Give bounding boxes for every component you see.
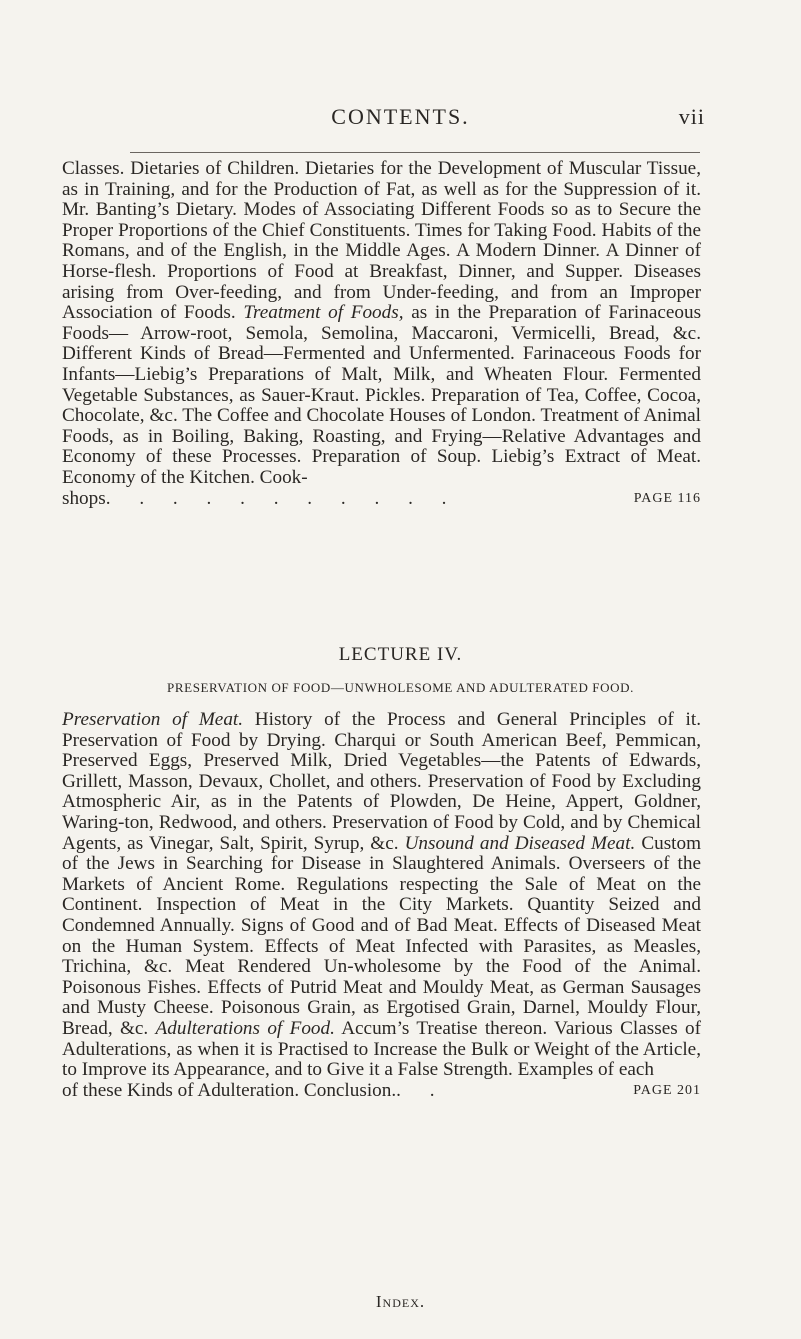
leader-dots: . .: [396, 1079, 447, 1101]
contents-entry-lecture-4: [62, 710, 701, 1101]
header-rule: [130, 152, 700, 153]
entry-italic-heading: Treatment of Foods,: [243, 302, 404, 324]
entry-last-line: [62, 1081, 701, 1102]
entry-text: Classes. Dietaries of Children. Dietaries for the Development of Muscular Tissue, as in Training, and for the Production of Fat, as well as for the Suppression of it. Mr. Banting’s Dietary. Modes of Associating Different Foods so as to Secure the Proper Proportions of the Chief Constituents. Times for Taking Food. Habits of the Romans, and of the English, in the Middle Ages. A Modern Dinner. A Dinner of Horse-flesh. Proportions of Food at Breakfast, Dinner, and Supper. Diseases arising from Over-feeding, and from Under-feeding, and from an Improper Association of Foods.: [62, 158, 701, 324]
entry-italic-heading: Unsound and Diseased Meat.: [404, 832, 636, 854]
index-entry: Index.: [375, 1292, 426, 1311]
entry-text: Custom of the Jews in Searching for Disease in Slaughtered Animals. Overseers of the Markets of Ancient Rome. Regulations respecting the Sale of Meat on the Continent. Inspection of Meat in the City Markets. Quantity Seized and Condemned Annually. Signs of Good and of Bad Meat. Effects of Diseased Meat on the Human System. Effects of Meat Infected with Parasites, as Measles, Trichina, &c. Meat Rendered Un-wholesome by the Food of the Animal. Poisonous Fishes. Effects of Putrid Meat and Mouldy Meat, as German Sausages and Musty Cheese. Poisonous Grain, as Ergotised Grain, Darnel, Mouldy Flour, Bread, &c.: [62, 832, 702, 1039]
running-title: CONTENTS.: [331, 104, 470, 129]
leader-dots: . . . . . . . . . . .: [105, 487, 459, 509]
entry-italic-heading: Preservation of Meat.: [62, 709, 244, 730]
entry-text: Accum’s Treatise thereon. Various Classes of Adulterations, as when it is Practised to Increase the Bulk or Weight of the Article, to Improve its Appearance, and to Give it a False Strength. Examples of each: [62, 1017, 701, 1081]
entry-last-line: [62, 489, 701, 510]
page-reference: PAGE 116: [633, 490, 701, 506]
entry-last-words: of these Kinds of Adulteration. Conclusion.: [62, 1079, 397, 1101]
entry-italic-heading: Adulterations of Food.: [155, 1017, 335, 1039]
page-number: vii: [678, 104, 705, 129]
page-reference: PAGE 201: [633, 1082, 701, 1098]
entry-text: History of the Process and General Principles of it. Preservation of Food by Drying. Charqui or South American Beef, Pemmican, Preserved Eggs, Preserved Milk, Dried Vegetables—the Patents of Edwards, Grillett, Masson, Devaux, Chollet, and others. Preservation of Food by Excluding Atmospheric Air, as in the Patents of Plowden, De Heine, Appert, Goldner, Waring-ton, Redwood, and others. Preservation of Food by Cold, and by Chemical Agents, as Vinegar, Salt, Spirit, Syrup, &c.: [62, 709, 701, 854]
lecture-heading: LECTURE IV.: [338, 644, 463, 665]
entry-last-word: shops: [62, 487, 106, 509]
page-header: [0, 104, 801, 140]
contents-entry-lecture-3: [62, 159, 701, 509]
entry-text: as in the Preparation of Farinaceous Foods— Arrow-root, Semola, Semolina, Maccaroni, Vermicelli, Bread, &c. Different Kinds of Bread—Fermented and Unfermented. Farinaceous Foods for Infants—Liebig’s Preparations of Malt, Milk, and Wheaten Flour. Fermented Vegetable Substances, as Sauer-Kraut. Pickles. Preparation of Tea, Coffee, Cocoa, Chocolate, &c. The Coffee and Chocolate Houses of London. Treatment of Animal Foods, as in Boiling, Baking, Roasting, and Frying—Relative Advantages and Economy of these Processes. Preparation of Soup. Liebig’s Extract of Meat. Economy of the Kitchen. Cook-: [62, 302, 702, 488]
lecture-subheading: PRESERVATION OF FOOD—UNWHOLESOME AND ADULTERATED FOOD.: [167, 680, 634, 695]
